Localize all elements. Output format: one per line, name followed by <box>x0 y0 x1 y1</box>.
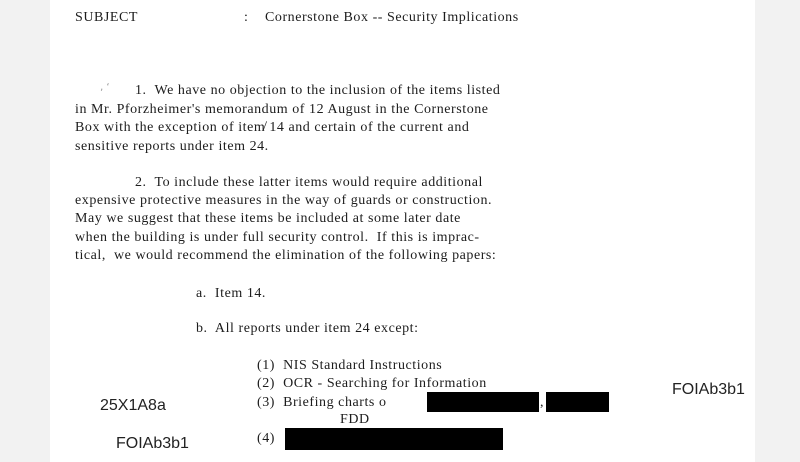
sub-item-3-comma: , <box>540 395 545 410</box>
foia-stamp-right: FOIAb3b1 <box>672 381 745 398</box>
sub-item-2: (2) OCR - Searching for Information <box>257 376 487 391</box>
stray-mark: ‚ ‘ <box>100 82 110 93</box>
foia-stamp-left: FOIAb3b1 <box>116 435 189 452</box>
sub-item-1: (1) NIS Standard Instructions <box>257 358 443 373</box>
paragraph2-line4: when the building is under full security control. If this is imprac- <box>75 230 480 245</box>
paragraph1-line1: 1. We have no objection to the inclusion of the items listed <box>135 83 501 98</box>
subject-label: SUBJECT <box>75 10 138 25</box>
subject-colon: : <box>244 10 249 25</box>
subject-text: Cornerstone Box -- Security Implications <box>265 10 519 25</box>
sub-item-3: (3) Briefing charts o <box>257 395 387 410</box>
sub-item-4: (4) <box>257 431 275 446</box>
paragraph2-line3: May we suggest that these items be included at some later date <box>75 211 461 226</box>
redaction-box <box>546 392 609 412</box>
sub-item-3-fdd: FDD <box>340 412 370 427</box>
list-item-a: a. Item 14. <box>196 286 266 301</box>
paragraph1-line2: in Mr. Pforzheimer's memorandum of 12 August in the Cornerstone <box>75 102 489 117</box>
paragraph2-line2: expensive protective measures in the way of guards or construction. <box>75 193 493 208</box>
classification-stamp: 25X1A8a <box>100 397 166 414</box>
redaction-box <box>427 392 539 412</box>
list-item-b: b. All reports under item 24 except: <box>196 321 419 336</box>
paragraph2-line5: tical, we would recommend the elimination of the following papers: <box>75 248 497 263</box>
redaction-box <box>285 428 503 450</box>
paragraph1-line4: sensitive reports under item 24. <box>75 139 269 154</box>
paragraph1-line3: Box with the exception of item̸ 14 and certain of the current and <box>75 120 470 135</box>
paragraph2-line1: 2. To include these latter items would require additional <box>135 175 483 190</box>
